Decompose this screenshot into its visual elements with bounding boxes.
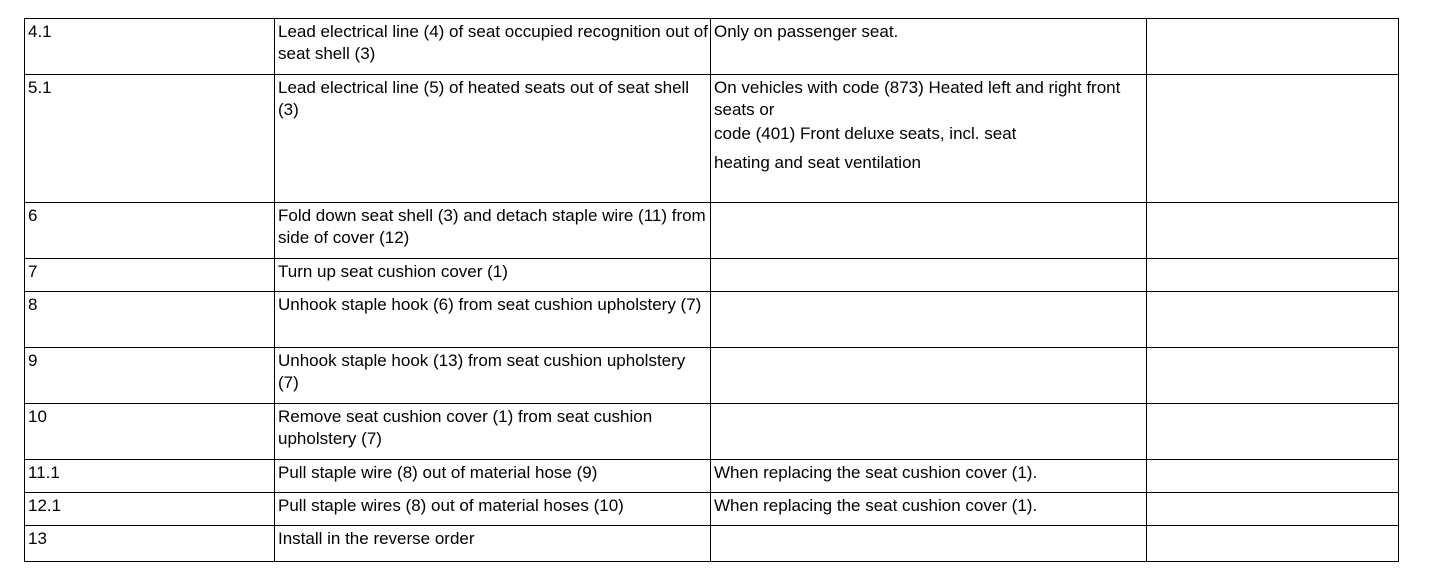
step-extra [1147,493,1399,526]
step-number: 10 [25,404,275,460]
step-action: Pull staple wires (8) out of material hoses (10) [275,493,711,526]
step-action: Fold down seat shell (3) and detach staple wire (11) from side of cover (12) [275,203,711,259]
step-extra [1147,526,1399,562]
note-line: When replacing the seat cushion cover (1). [714,496,1038,515]
step-extra [1147,292,1399,348]
step-action: Pull staple wire (8) out of material hose (9) [275,460,711,493]
step-number: 6 [25,203,275,259]
step-extra [1147,19,1399,75]
step-extra [1147,259,1399,292]
table-row [25,493,1399,526]
step-extra [1147,75,1399,203]
step-action: Unhook staple hook (13) from seat cushion upholstery (7) [275,348,711,404]
table-row [25,460,1399,493]
note-line: Only on passenger seat. [714,22,899,41]
step-action: Lead electrical line (5) of heated seats out of seat shell (3) [275,75,711,203]
table-row [25,526,1399,562]
step-note [711,404,1147,460]
step-extra [1147,460,1399,493]
step-extra [1147,348,1399,404]
table-row [25,203,1399,259]
step-number: 13 [25,526,275,562]
step-note [711,75,1147,203]
step-note [711,460,1147,493]
note-line: When replacing the seat cushion cover (1). [714,463,1038,482]
step-note [711,526,1147,562]
step-extra [1147,203,1399,259]
step-number: 12.1 [25,493,275,526]
step-number: 7 [25,259,275,292]
table-row [25,259,1399,292]
step-action: Lead electrical line (4) of seat occupied recognition out of seat shell (3) [275,19,711,75]
table-row [25,19,1399,75]
step-action: Unhook staple hook (6) from seat cushion upholstery (7) [275,292,711,348]
step-note [711,493,1147,526]
step-note [711,259,1147,292]
note-line: On vehicles with code (873) Heated left and right front seats or [714,78,1121,119]
step-number: 11.1 [25,460,275,493]
step-note [711,292,1147,348]
step-number: 5.1 [25,75,275,203]
step-note [711,348,1147,404]
note-line: heating and seat ventilation [714,153,921,172]
step-note [711,203,1147,259]
table-row [25,404,1399,460]
step-note [711,19,1147,75]
step-action: Install in the reverse order [275,526,711,562]
table-row [25,75,1399,203]
note-line: code (401) Front deluxe seats, incl. seat [714,124,1017,143]
table-row [25,348,1399,404]
step-action: Remove seat cushion cover (1) from seat cushion upholstery (7) [275,404,711,460]
procedure-table [24,18,1399,562]
step-action: Turn up seat cushion cover (1) [275,259,711,292]
table-row [25,292,1399,348]
step-number: 9 [25,348,275,404]
step-extra [1147,404,1399,460]
step-number: 4.1 [25,19,275,75]
step-number: 8 [25,292,275,348]
